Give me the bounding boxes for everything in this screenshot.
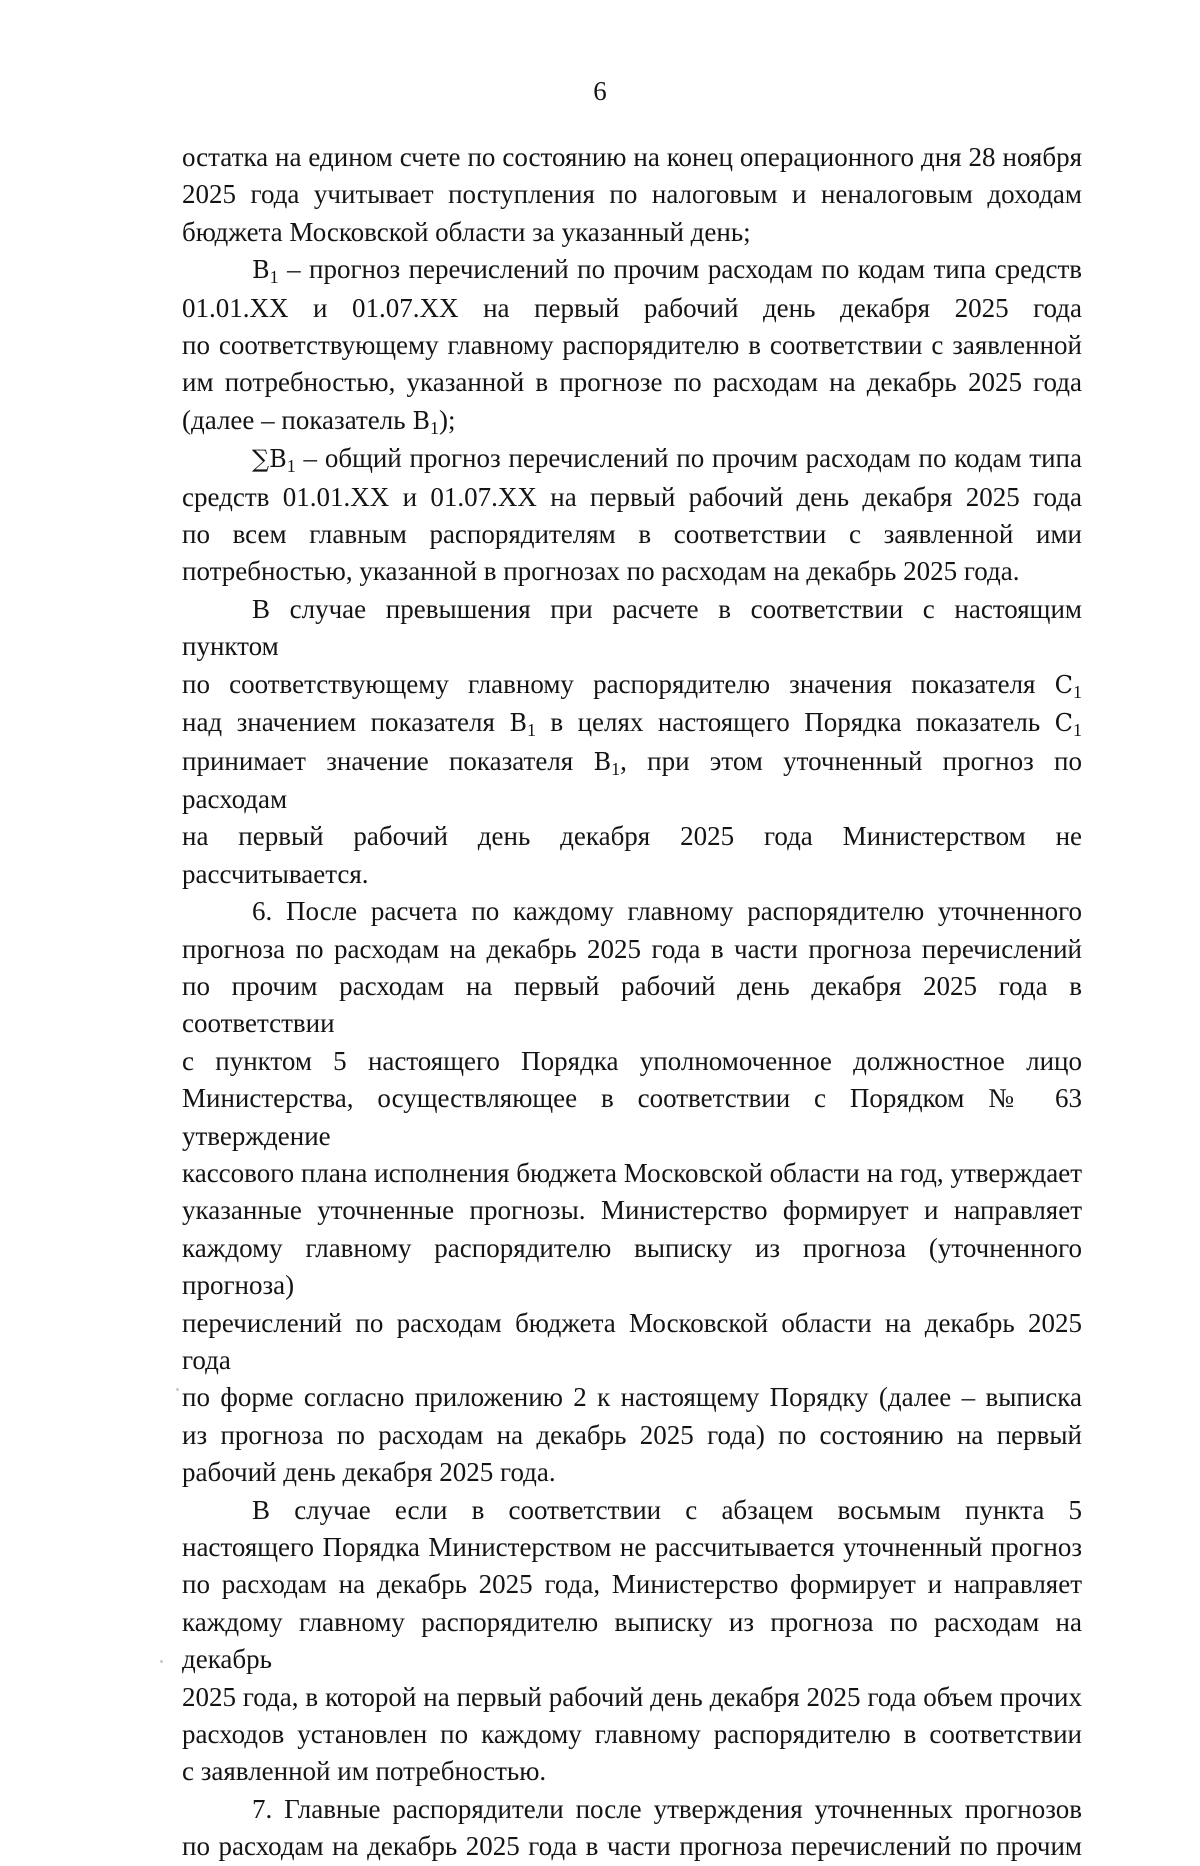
paragraph bbox=[182, 1791, 1082, 1828]
text-line: над значением показателя bbox=[182, 707, 510, 738]
text-line: принимает значение показателя bbox=[182, 745, 594, 776]
formula-subscript: 1 bbox=[269, 267, 279, 288]
paragraph bbox=[182, 479, 1082, 516]
text-line: Министерства, осуществляющее в соответствии с Порядком № 63 утверждение bbox=[182, 1083, 1082, 1151]
scan-speck bbox=[160, 1660, 163, 1663]
paragraph bbox=[182, 931, 1082, 968]
formula-symbol: B bbox=[593, 747, 612, 776]
text-line: – прогноз перечислений по прочим расходам по кодам типа средств bbox=[278, 254, 1082, 285]
text-line: , при этом уточненный прогноз по расходам bbox=[182, 745, 1082, 814]
formula-symbol: B bbox=[412, 406, 430, 435]
paragraph bbox=[182, 1454, 1082, 1491]
text-line: бюджета Московской области за указанный день; bbox=[182, 216, 751, 247]
paragraph bbox=[182, 402, 1082, 440]
paragraph bbox=[182, 591, 1082, 666]
formula-subscript: 1 bbox=[526, 720, 536, 741]
paragraph bbox=[182, 968, 1082, 1043]
text-line: им потребностью, указанной в прогнозе по расходам на декабрь 2025 года bbox=[182, 367, 1082, 398]
formula-subscript: 1 bbox=[286, 456, 296, 477]
text-line: расходов установлен по каждому главному распорядителю в соответствии bbox=[182, 1719, 1082, 1750]
text-line: по расходам на декабрь 2025 года, Министерство формирует и направляет bbox=[182, 1569, 1082, 1600]
paragraph bbox=[182, 1305, 1082, 1380]
text-line: по соответствующему главному распорядителю значения показателя bbox=[182, 668, 1055, 699]
text-line: рабочий день декабря 2025 года. bbox=[182, 1457, 556, 1488]
paragraph bbox=[182, 1604, 1082, 1679]
paragraph bbox=[182, 516, 1082, 553]
text-line: кассового плана исполнения бюджета Московской области на год, утверждает bbox=[182, 1157, 1082, 1188]
paragraph bbox=[182, 251, 1082, 289]
text-line: на первый рабочий день декабря 2025 года Министерством не рассчитывается. bbox=[182, 821, 1082, 889]
formula-symbol: B bbox=[269, 445, 287, 474]
paragraph bbox=[182, 214, 1082, 251]
text-line: с заявленной им потребностью. bbox=[182, 1756, 547, 1787]
text-line: В случае если в соответствии с абзацем восьмым пункта 5 bbox=[252, 1494, 1082, 1525]
text-line: 6. После расчета по каждому главному распорядителю уточненного bbox=[252, 896, 1082, 927]
text-line: каждому главному распорядителю выписку из прогноза по расходам на декабрь bbox=[182, 1606, 1082, 1675]
paragraph bbox=[182, 1155, 1082, 1192]
text-line: прогноза по расходам на декабрь 2025 года в части прогноза перечислений bbox=[182, 933, 1082, 964]
paragraph bbox=[182, 176, 1082, 213]
page-number: 6 bbox=[593, 76, 607, 106]
paragraph bbox=[182, 1043, 1082, 1080]
text-line: 2025 года, в которой на первый рабочий день декабря 2025 года объем прочих bbox=[182, 1681, 1082, 1712]
text-line: (далее – показатель bbox=[182, 404, 413, 435]
text-line: каждому главному распорядителю выписку из прогноза (уточненного прогноза) bbox=[182, 1232, 1082, 1301]
paragraph bbox=[182, 1192, 1082, 1229]
formula-symbol: C bbox=[1054, 709, 1073, 738]
paragraph bbox=[182, 553, 1082, 590]
text-line: с пунктом 5 настоящего Порядка уполномоченное должностное лицо bbox=[182, 1045, 1082, 1076]
text-line: ); bbox=[438, 404, 456, 435]
paragraph bbox=[182, 290, 1082, 327]
paragraph bbox=[182, 1417, 1082, 1454]
paragraph bbox=[182, 1379, 1082, 1416]
paragraph bbox=[182, 666, 1082, 704]
formula-symbol: B bbox=[252, 256, 270, 285]
text-line: остатка на едином счете по состоянию на конец операционного дня 28 ноября bbox=[182, 142, 1082, 172]
formula-subscript: 1 bbox=[611, 758, 621, 779]
paragraph bbox=[182, 893, 1082, 930]
text-line: потребностью, указанной в прогнозах по расходам на декабрь 2025 года. bbox=[182, 556, 1020, 587]
text-line: – общий прогноз перечислений по прочим расходам по кодам типа bbox=[295, 443, 1082, 474]
text-line: по соответствующему главному распорядителю в соответствии с заявленной bbox=[182, 330, 1082, 361]
text-line: из прогноза по расходам на декабрь 2025 года) по состоянию на первый bbox=[182, 1419, 1082, 1450]
paragraph bbox=[182, 1716, 1082, 1753]
paragraph bbox=[182, 1230, 1082, 1305]
formula-symbol: B bbox=[509, 709, 527, 738]
text-line: средств 01.01.XX и 01.07.XX на первый рабочий день декабря 2025 года bbox=[182, 481, 1082, 512]
paragraph bbox=[182, 1566, 1082, 1603]
text-line: указанные уточненные прогнозы. Министерство формирует и направляет bbox=[182, 1195, 1082, 1226]
text-line: перечислений по расходам бюджета Московской области на декабрь 2025 года bbox=[182, 1307, 1082, 1375]
paragraph bbox=[182, 1492, 1082, 1529]
formula-subscript: 1 bbox=[1073, 720, 1082, 741]
paragraph bbox=[182, 743, 1082, 819]
text-line: в целях настоящего Порядка показатель bbox=[535, 707, 1055, 738]
paragraph bbox=[182, 440, 1082, 478]
paragraph bbox=[182, 1828, 1082, 1865]
paragraph bbox=[182, 1679, 1082, 1716]
paragraph bbox=[182, 139, 1082, 176]
text-line: 7. Главные распорядители после утверждения уточненных прогнозов bbox=[252, 1793, 1082, 1824]
paragraph bbox=[182, 1529, 1082, 1566]
paragraph bbox=[182, 1753, 1082, 1790]
text-line: В случае превышения при расчете в соответствии с настоящим пунктом bbox=[182, 593, 1082, 662]
text-line: по форме согласно приложению 2 к настоящему Порядку (далее – выписка bbox=[182, 1382, 1082, 1413]
text-line: по прочим расходам на первый рабочий день декабря 2025 года в соответствии bbox=[182, 970, 1082, 1039]
sum-symbol: ∑ bbox=[252, 445, 270, 474]
text-line: настоящего Порядка Министерством не рассчитывается уточненный прогноз bbox=[182, 1532, 1082, 1563]
paragraph bbox=[182, 364, 1082, 401]
paragraph bbox=[182, 818, 1082, 893]
text-line: 2025 года учитывает поступления по налоговым и неналоговым доходам bbox=[182, 179, 1082, 210]
text-line: по всем главным распорядителям в соответствии с заявленной ими bbox=[182, 519, 1082, 550]
formula-subscript: 1 bbox=[429, 417, 439, 438]
text-line: по расходам на декабрь 2025 года в части прогноза перечислений по прочим bbox=[182, 1831, 1082, 1862]
paragraph bbox=[182, 704, 1082, 742]
paragraph bbox=[182, 327, 1082, 364]
formula-subscript: 1 bbox=[1073, 681, 1082, 702]
paragraph bbox=[182, 1080, 1082, 1155]
text-line: 01.01.XX и 01.07.XX на первый рабочий день декабря 2025 года bbox=[182, 292, 1082, 323]
formula-symbol: C bbox=[1054, 670, 1073, 699]
document-body bbox=[182, 139, 1082, 1866]
scan-speck bbox=[176, 1388, 179, 1391]
